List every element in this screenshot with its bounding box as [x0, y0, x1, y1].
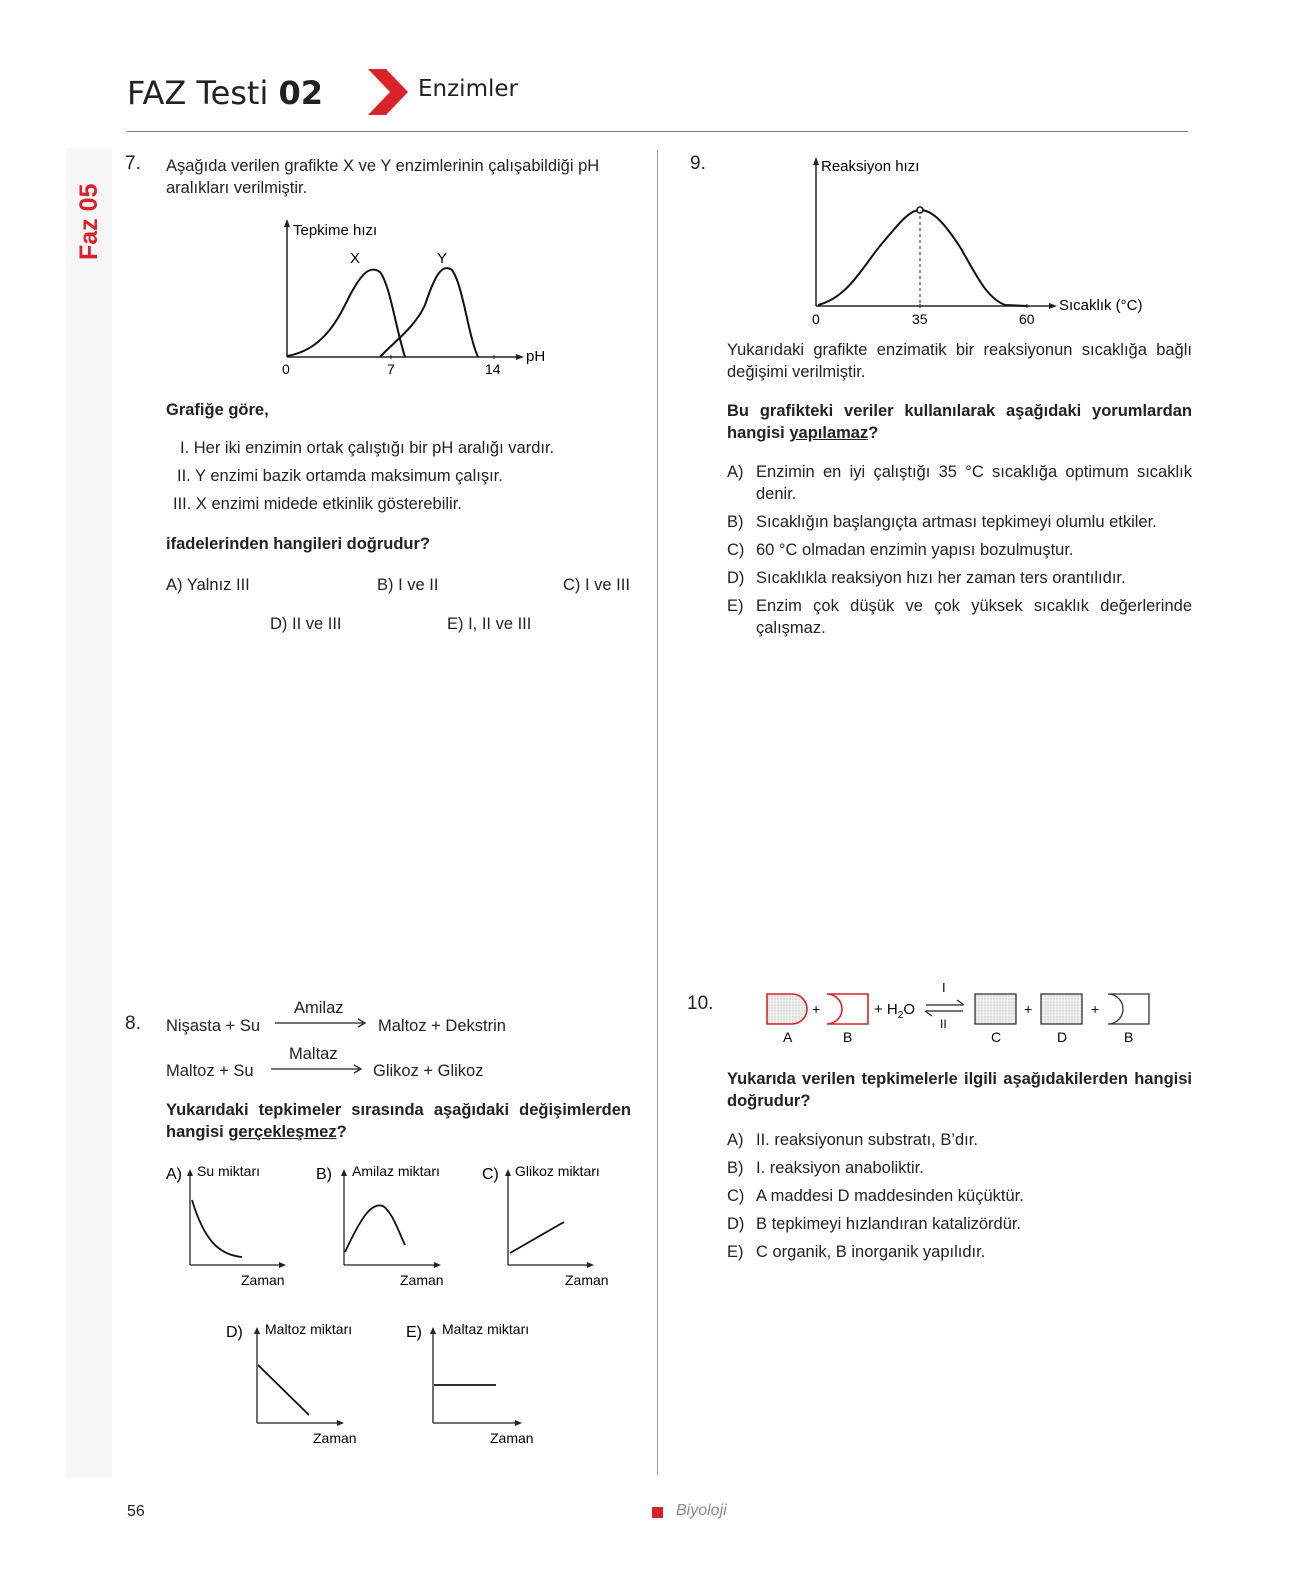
q10-molecule-a	[767, 994, 807, 1024]
q10-option-c[interactable]: A maddesi D maddesinden küçüktür.	[756, 1187, 1024, 1205]
svg-text:+: +	[812, 1001, 821, 1017]
q8-r1-arrow	[275, 1018, 369, 1028]
q8-graph-c[interactable]	[482, 1160, 632, 1285]
q8-r1-left: Nişasta + Su	[166, 1017, 261, 1035]
q9-tick-0: 0	[812, 311, 820, 327]
q9-number: 9.	[690, 153, 706, 174]
q7-option-c[interactable]: C) I ve III	[563, 576, 630, 594]
q9-question-emphasis: yapılamaz	[789, 424, 869, 442]
svg-text:Zaman: Zaman	[490, 1430, 534, 1443]
q7-option-d[interactable]: D) II ve III	[270, 615, 342, 633]
q9-question: Bu grafikteki veriler kullanılarak aşağıdaki yorumlardan hangisi yapılamaz?	[727, 402, 1192, 442]
svg-text:II: II	[940, 1017, 947, 1031]
svg-text:Glikoz miktarı: Glikoz miktarı	[515, 1163, 600, 1179]
q8-r2-right: Glikoz + Glikoz	[373, 1062, 484, 1080]
q8-r1-enzyme: Amilaz	[294, 999, 344, 1017]
svg-text:Zaman: Zaman	[241, 1272, 285, 1285]
q9-option-b[interactable]: Sıcaklığın başlangıçta artması tepkimeyi olumlu etkiler.	[756, 513, 1157, 531]
q7-option-e[interactable]: E) I, II ve III	[447, 615, 532, 633]
q8-graph-e[interactable]	[406, 1318, 556, 1443]
q7-tick-7: 7	[387, 361, 395, 377]
q8-number: 8.	[125, 1013, 141, 1034]
q8-graph-e-letter: E)	[406, 1324, 422, 1341]
test-title-prefix: FAZ Testi	[127, 74, 269, 112]
q10-number: 10.	[687, 993, 714, 1014]
q9-temperature-chart	[805, 152, 1165, 332]
svg-text:Maltoz miktarı: Maltoz miktarı	[265, 1321, 353, 1337]
page-number: 56	[127, 1503, 145, 1520]
svg-text:Zaman: Zaman	[313, 1430, 357, 1443]
q8-r2-left: Maltoz + Su	[166, 1062, 254, 1080]
q9-stem: Yukarıdaki grafikte enzimatik bir reaksiyonun sıcaklığa bağlı değişimi verilmiştir.	[727, 341, 1192, 381]
q9-x-label: Sıcaklık (°C)	[1059, 297, 1143, 314]
q8-r2-enzyme: Maltaz	[289, 1045, 338, 1063]
svg-text:B: B	[1124, 1029, 1134, 1045]
header-rule	[127, 131, 1188, 132]
q7-tick-0: 0	[282, 361, 290, 377]
q9-option-a-letter: A)	[727, 463, 744, 481]
q7-statement-3: III. X enzimi midede etkinlik gösterebilir.	[173, 495, 462, 513]
q7-x-label: pH	[526, 348, 546, 365]
svg-text:I: I	[942, 980, 946, 995]
q7-number: 7.	[125, 153, 141, 174]
q9-option-d[interactable]: Sıcaklıkla reaksiyon hızı her zaman ters orantılıdır.	[756, 569, 1126, 587]
q8-graph-b-letter: B)	[316, 1166, 332, 1183]
q9-option-a[interactable]: Enzimin en iyi çalıştığı 35 °C sıcaklığa optimum sıcaklık denir.	[756, 463, 1192, 503]
test-title	[127, 74, 323, 112]
q10-question: Yukarıda verilen tepkimelerle ilgili aşağıdakilerden hangisi doğrudur?	[727, 1070, 1192, 1110]
q7-lead: Grafiğe göre,	[166, 401, 269, 419]
svg-text:Zaman: Zaman	[565, 1272, 609, 1285]
q7-series-x-label: X	[350, 250, 361, 267]
q9-option-c-letter: C)	[727, 541, 745, 559]
svg-text:B: B	[843, 1029, 853, 1045]
q9-option-b-letter: B)	[727, 513, 744, 531]
q10-option-e[interactable]: C organik, B inorganik yapılıdır.	[756, 1243, 986, 1261]
footer-square-icon	[652, 1507, 663, 1518]
q7-stem: Aşağıda verilen grafikte X ve Y enzimlerinin çalışabildiği pH aralıkları verilmiştir.	[166, 157, 600, 197]
q9-tick-35: 35	[912, 311, 928, 327]
q7-ph-chart	[270, 215, 560, 380]
q7-y-label: Tepkime hızı	[293, 222, 378, 239]
q10-option-d-letter: D)	[727, 1215, 745, 1233]
svg-text:A: A	[783, 1029, 793, 1045]
q10-option-a[interactable]: II. reaksiyonun substratı, B’dır.	[756, 1131, 978, 1149]
q8-graph-a[interactable]	[164, 1160, 304, 1285]
sidebar-faz-logo	[69, 152, 109, 262]
q10-option-c-letter: C)	[727, 1187, 745, 1205]
column-divider	[657, 150, 658, 1475]
svg-text:+: +	[1091, 1001, 1100, 1017]
test-topic: Enzimler	[418, 76, 518, 102]
q8-graph-d-letter: D)	[226, 1324, 243, 1341]
svg-text:Amilaz miktarı: Amilaz miktarı	[352, 1163, 440, 1179]
svg-text:D: D	[1057, 1029, 1068, 1045]
q9-option-e-letter: E)	[727, 597, 744, 615]
q10-option-b[interactable]: I. reaksiyon anaboliktir.	[756, 1159, 924, 1177]
q10-option-e-letter: E)	[727, 1243, 744, 1261]
q7-statement-1: I. Her iki enzimin ortak çalıştığı bir pH aralığı vardır.	[180, 439, 555, 457]
q8-r1-right: Maltoz + Dekstrin	[378, 1017, 506, 1035]
q10-option-a-letter: A)	[727, 1131, 744, 1149]
q8-graph-d[interactable]	[226, 1318, 376, 1443]
q9-y-label: Reaksiyon hızı	[821, 158, 920, 175]
svg-text:Maltaz miktarı: Maltaz miktarı	[442, 1321, 530, 1337]
q9-option-c[interactable]: 60 °C olmadan enzimin yapısı bozulmuştur.	[756, 541, 1074, 559]
q10-molecule-b-product	[1108, 994, 1149, 1024]
q7-statement-2: II. Y enzimi bazik ortamda maksimum çalışır.	[177, 467, 503, 485]
q8-r2-arrow	[271, 1064, 365, 1074]
q10-option-b-letter: B)	[727, 1159, 744, 1177]
svg-text:Su miktarı: Su miktarı	[197, 1163, 261, 1179]
sidebar-strip	[66, 148, 112, 1478]
q8-graph-b[interactable]	[316, 1160, 466, 1285]
svg-text:Zaman: Zaman	[400, 1272, 444, 1285]
svg-text:C: C	[991, 1029, 1002, 1045]
test-number: 02	[278, 74, 324, 112]
q7-option-b[interactable]: B) I ve II	[377, 576, 439, 594]
q7-question: ifadelerinden hangileri doğrudur?	[166, 535, 431, 553]
sidebar-label: Faz 05	[75, 183, 103, 260]
q10-molecule-b	[827, 994, 868, 1024]
q10-molecule-d	[1041, 994, 1082, 1024]
q9-option-d-letter: D)	[727, 569, 745, 587]
q8-question-emphasis: gerçekleşmez	[228, 1123, 337, 1141]
q8-graph-a-letter: A)	[166, 1166, 182, 1183]
svg-text:+ H2O: + $H_2O$	[874, 1001, 915, 1021]
q10-molecule-c	[975, 994, 1016, 1024]
q10-reaction-diagram	[765, 980, 1165, 1046]
q7-curve-x	[287, 270, 405, 357]
chevron-right-icon	[368, 69, 410, 115]
q7-tick-14: 14	[485, 361, 501, 377]
q10-option-d[interactable]: B tepkimeyi hızlandıran katalizördür.	[756, 1215, 1022, 1233]
q9-option-e[interactable]: Enzim çok düşük ve çok yüksek sıcaklık değerlerinde çalışmaz.	[756, 597, 1192, 637]
q9-peak-point	[917, 207, 923, 213]
svg-text:+: +	[1024, 1001, 1033, 1017]
q9-curve	[818, 210, 1027, 306]
q7-option-a[interactable]: A) Yalnız III	[166, 576, 250, 594]
q8-graph-c-letter: C)	[482, 1166, 499, 1183]
q8-question: Yukarıdaki tepkimeler sırasında aşağıdaki değişimlerden hangisi gerçekleşmez?	[166, 1101, 631, 1141]
footer-subject: Biyoloji	[676, 1502, 727, 1519]
q9-tick-60: 60	[1019, 311, 1035, 327]
q7-series-y-label: Y	[437, 250, 448, 267]
